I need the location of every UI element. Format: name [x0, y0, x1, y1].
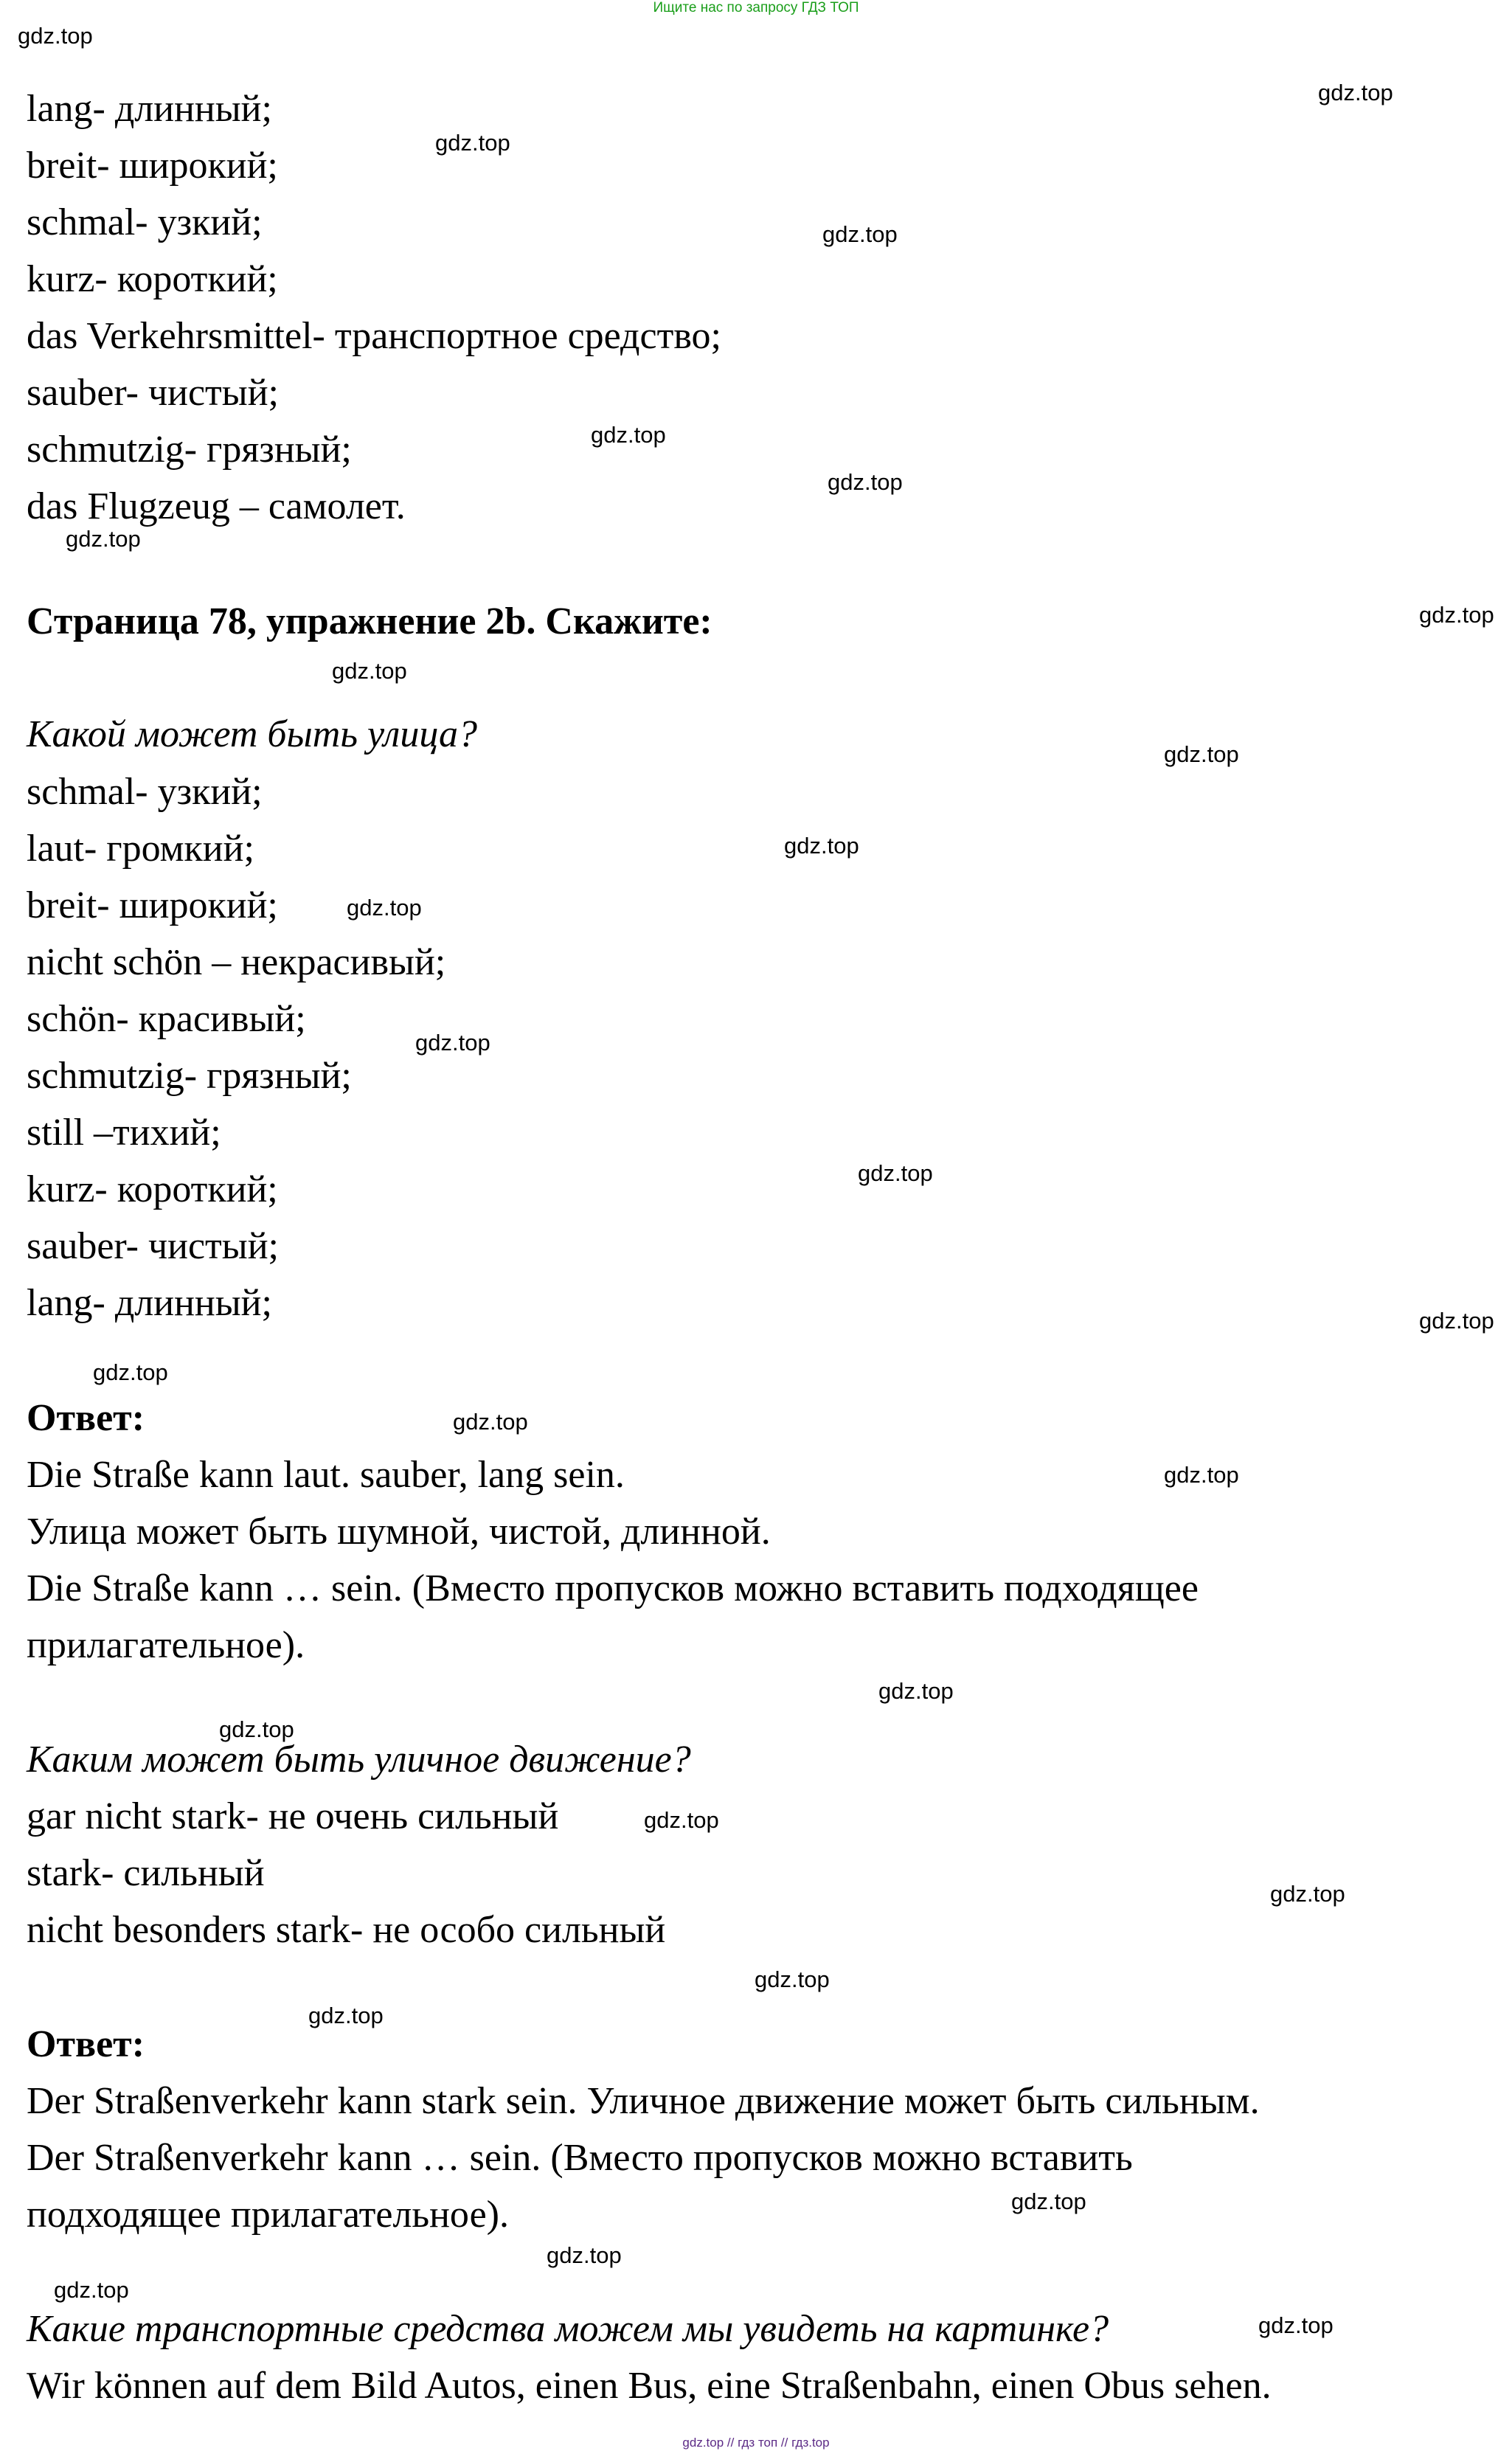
- street-word: sauber- чистый;: [27, 1225, 279, 1267]
- answer-label: Ответ:: [27, 2023, 145, 2065]
- answer-line: подходящее прилагательное).: [27, 2194, 509, 2236]
- street-word: breit- широкий;: [27, 884, 278, 926]
- street-word: schön- красивый;: [27, 998, 306, 1040]
- watermark: gdz.top: [415, 1030, 490, 1056]
- watermark: gdz.top: [644, 1807, 719, 1833]
- street-word: schmal- узкий;: [27, 771, 263, 813]
- street-word: schmutzig- грязный;: [27, 1055, 352, 1097]
- answer-line: Der Straßenverkehr kann … sein. (Вместо пропусков можно вставить: [27, 2137, 1133, 2179]
- answer-line: Die Straße kann … sein. (Вместо пропусков можно вставить подходящее: [27, 1567, 1199, 1609]
- watermark: gdz.top: [219, 1716, 294, 1742]
- watermark: gdz.top: [453, 1409, 528, 1435]
- watermark: gdz.top: [93, 1359, 168, 1385]
- watermark: gdz.top: [858, 1160, 933, 1186]
- watermark: gdz.top: [822, 221, 898, 247]
- question-transport: Какие транспортные средства можем мы увидеть на картинке?: [27, 2308, 1109, 2350]
- watermark: gdz.top: [1258, 2312, 1334, 2338]
- watermark: gdz.top: [347, 895, 422, 921]
- traffic-word: gar nicht stark- не очень сильный: [27, 1795, 559, 1837]
- watermark: gdz.top: [547, 2242, 622, 2268]
- section-heading: Страница 78, упражнение 2b. Скажите:: [27, 600, 712, 642]
- vocab-item: das Flugzeug – самолет.: [27, 485, 406, 527]
- answer-line: Der Straßenverkehr kann stark sein. Уличное движение может быть сильным.: [27, 2080, 1260, 2122]
- street-word: still –тихий;: [27, 1112, 221, 1154]
- answer-line: Die Straße kann laut. sauber, lang sein.: [27, 1454, 625, 1496]
- watermark: gdz.top: [18, 23, 93, 49]
- watermark: gdz.top: [1164, 1462, 1239, 1488]
- watermark: gdz.top: [1419, 1308, 1494, 1334]
- watermark: gdz.top: [66, 526, 141, 552]
- traffic-word: stark- сильный: [27, 1852, 265, 1894]
- watermark: gdz.top: [1318, 80, 1393, 105]
- vocab-item: breit- широкий;: [27, 145, 278, 187]
- question-street: Какой может быть улица?: [27, 713, 477, 755]
- bottom-banner: gdz.top // гдз топ // гдз.top: [682, 2436, 830, 2450]
- question-traffic: Каким может быть уличное движение?: [27, 1739, 691, 1781]
- answer-line: прилагательное).: [27, 1624, 305, 1666]
- vocab-item: sauber- чистый;: [27, 372, 279, 414]
- street-word: nicht schön – некрасивый;: [27, 941, 446, 983]
- top-banner: Ищите нас по запросу ГДЗ ТОП: [653, 0, 859, 15]
- watermark: gdz.top: [1419, 602, 1494, 628]
- vocab-item: lang- длинный;: [27, 88, 272, 130]
- watermark: gdz.top: [1164, 741, 1239, 767]
- vocab-item: schmutzig- грязный;: [27, 429, 352, 471]
- street-word: kurz- короткий;: [27, 1168, 278, 1210]
- watermark: gdz.top: [784, 833, 859, 859]
- vocab-item: das Verkehrsmittel- транспортное средство;: [27, 315, 721, 357]
- watermark: gdz.top: [1011, 2188, 1086, 2214]
- watermark: gdz.top: [435, 130, 510, 156]
- traffic-word: nicht besonders stark- не особо сильный: [27, 1909, 666, 1951]
- street-word: lang- длинный;: [27, 1282, 272, 1324]
- answer-line: Улица может быть шумной, чистой, длинной.: [27, 1511, 771, 1553]
- watermark: gdz.top: [878, 1678, 954, 1704]
- answer-line: Wir können auf dem Bild Autos, einen Bus, eine Straßenbahn, einen Obus sehen.: [27, 2365, 1272, 2407]
- watermark: gdz.top: [332, 658, 407, 684]
- answer-label: Ответ:: [27, 1397, 145, 1439]
- watermark: gdz.top: [828, 469, 903, 495]
- street-word: laut- громкий;: [27, 828, 254, 870]
- watermark: gdz.top: [54, 2277, 129, 2303]
- watermark: gdz.top: [308, 2003, 384, 2028]
- watermark: gdz.top: [1270, 1881, 1345, 1907]
- watermark: gdz.top: [591, 422, 666, 448]
- vocab-item: schmal- узкий;: [27, 201, 263, 243]
- vocab-item: kurz- короткий;: [27, 258, 278, 300]
- watermark: gdz.top: [755, 1966, 830, 1992]
